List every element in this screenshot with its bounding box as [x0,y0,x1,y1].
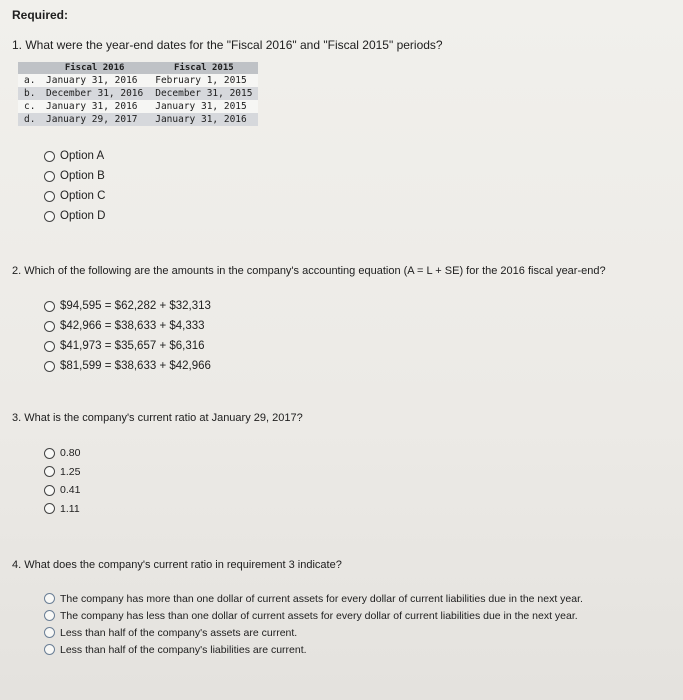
option-label: Option C [60,190,106,202]
q1-option-a[interactable] [44,146,105,166]
question-1-options [44,146,105,226]
row-letter: c. [24,101,36,112]
radio-button-icon[interactable] [44,627,55,638]
fiscal-2016-date: January 31, 2016 [46,101,138,112]
radio-button-icon[interactable] [44,301,55,312]
q2-option-3[interactable] [44,336,211,356]
table-header-blank [18,62,40,74]
option-label: 0.80 [60,447,81,460]
q1-option-d[interactable] [44,206,105,226]
question-1-text: 1. What were the year-end dates for the "Fiscal 2016" and "Fiscal 2015" periods? [12,38,443,52]
radio-button-icon[interactable] [44,341,55,352]
fiscal-2015-date: February 1, 2015 [155,75,247,86]
radio-button-icon[interactable] [44,466,55,477]
option-label: $81,599 = $38,633 + $42,966 [60,360,211,372]
q1-option-b[interactable] [44,166,105,186]
option-label: 0.41 [60,484,81,497]
table-row [18,100,258,113]
option-label: Option D [60,210,106,222]
radio-button-icon[interactable] [44,610,55,621]
q2-option-2[interactable] [44,316,211,336]
question-3-text: 3. What is the company's current ratio at January 29, 2017? [12,412,303,424]
q2-option-1[interactable] [44,296,211,316]
radio-button-icon[interactable] [44,485,55,496]
option-label: Less than half of the company's liabilities are current. [60,643,307,656]
question-2-text: 2. Which of the following are the amounts in the company's accounting equation (A = L + SE) for the 2016 fiscal year-end? [12,265,606,277]
q2-option-4[interactable] [44,356,211,376]
q3-option-1[interactable] [44,444,80,463]
radio-button-icon[interactable] [44,644,55,655]
q3-option-4[interactable] [44,500,80,519]
q4-option-1[interactable] [44,590,583,607]
option-label: Option A [60,150,105,162]
q4-option-4[interactable] [44,641,583,658]
radio-button-icon[interactable] [44,593,55,604]
radio-button-icon[interactable] [44,503,55,514]
q3-option-3[interactable] [44,481,80,500]
option-label: 1.11 [60,502,80,515]
fiscal-dates-table [18,62,258,126]
radio-button-icon[interactable] [44,151,55,162]
q3-option-2[interactable] [44,463,80,482]
q4-option-2[interactable] [44,607,583,624]
row-letter: a. [24,75,36,86]
fiscal-2016-date: January 31, 2016 [46,75,138,86]
radio-button-icon[interactable] [44,448,55,459]
table-header-fiscal-2016: Fiscal 2016 [40,62,149,74]
question-2-options [44,296,211,376]
fiscal-2015-date: January 31, 2015 [155,101,247,112]
table-row [18,113,258,126]
option-label: Less than half of the company's assets are current. [60,626,298,639]
question-4-options [44,590,583,658]
radio-button-icon[interactable] [44,321,55,332]
radio-button-icon[interactable] [44,171,55,182]
radio-button-icon[interactable] [44,361,55,372]
option-label: 1.25 [60,465,81,478]
required-heading: Required: [12,8,69,22]
fiscal-2016-date: January 29, 2017 [40,113,149,126]
q4-option-3[interactable] [44,624,583,641]
option-label: Option B [60,170,105,182]
option-label: $41,973 = $35,657 + $6,316 [60,340,205,352]
option-label: $42,966 = $38,633 + $4,333 [60,320,205,332]
radio-button-icon[interactable] [44,191,55,202]
row-letter: d. [18,113,40,126]
option-label: The company has more than one dollar of current assets for every dollar of current liabilities due in the next year. [60,592,583,605]
q1-option-c[interactable] [44,186,105,206]
row-letter: b. [18,87,40,100]
table-row [18,87,258,100]
table-row [18,74,258,87]
fiscal-2015-date: December 31, 2015 [149,87,258,100]
radio-button-icon[interactable] [44,211,55,222]
option-label: The company has less than one dollar of current assets for every dollar of current liabilities due in the next year. [60,609,578,622]
fiscal-2015-date: January 31, 2016 [149,113,258,126]
question-3-options [44,444,80,518]
table-header-fiscal-2015: Fiscal 2015 [149,62,258,74]
question-4-text: 4. What does the company's current ratio in requirement 3 indicate? [12,559,342,571]
option-label: $94,595 = $62,282 + $32,313 [60,300,211,312]
fiscal-2016-date: December 31, 2016 [40,87,149,100]
